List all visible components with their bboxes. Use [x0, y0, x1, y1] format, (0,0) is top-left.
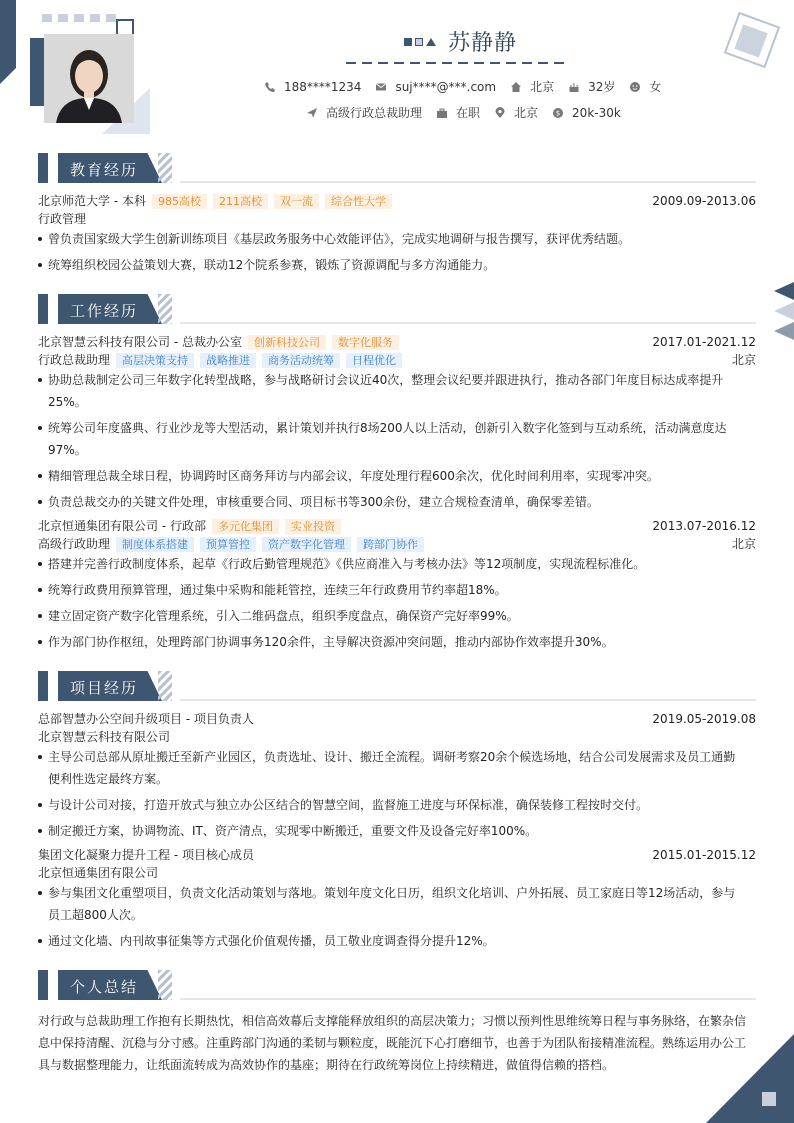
skill-tag: 战略推进 [200, 353, 256, 368]
send-icon [306, 107, 318, 119]
company-name: 北京智慧云科技有限公司 - 总裁办公室 [38, 335, 242, 349]
section-title: 工作经历 [70, 302, 139, 320]
company-tag: 创新科技公司 [248, 335, 326, 350]
contact-info [264, 78, 675, 95]
work-date: 2013.07-2016.12 [652, 519, 756, 533]
email-text: suj****@***.com [395, 79, 497, 94]
work-role-row [38, 352, 756, 368]
company-name: 北京恒通集团有限公司 - 行政部 [38, 519, 206, 533]
list-item: 与设计公司对接，打造开放式与独立办公区结合的智慧空间，监督施工进度与环保标准，确保装修工程按时交付。 [38, 794, 738, 816]
age-text: 32岁 [588, 80, 616, 94]
company-tag: 多元化集团 [212, 519, 279, 534]
svg-text:$: $ [555, 109, 561, 118]
company-tag: 数字化服务 [332, 335, 399, 350]
school-tag: 211高校 [213, 194, 268, 209]
home-icon [510, 81, 522, 93]
school-name: 北京师范大学 - 本科 [38, 194, 146, 208]
project-date: 2019.05-2019.08 [652, 712, 756, 726]
list-item: 搭建并完善行政制度体系，起草《行政后勤管理规范》《供应商准入与考核办法》等12项制度，实现流程标准化。 [38, 553, 738, 575]
project-company: 北京恒通集团有限公司 [38, 866, 159, 880]
list-item: 统筹组织校园公益策划大赛，联动12个院系参赛，锻炼了资源调配与多方沟通能力。 [38, 254, 738, 276]
list-item: 曾负责国家级大学生创新训练项目《基层政务服务中心效能评估》，完成实地调研与报告撰写，获评优秀结题。 [38, 228, 738, 250]
skill-tag: 制度体系搭建 [116, 537, 194, 552]
side-decoration [774, 302, 794, 320]
skill-tag: 跨部门协作 [357, 537, 424, 552]
list-item: 统筹行政费用预算管理，通过集中采购和能耗管控，连续三年行政费用节约率超18%。 [38, 579, 738, 601]
work-header [38, 518, 756, 534]
section-header-work [38, 294, 756, 324]
role-name: 高级行政助理 [38, 537, 111, 551]
city-text: 北京 [514, 106, 539, 120]
section-title: 个人总结 [70, 978, 139, 996]
skill-tag: 日程优化 [346, 353, 402, 368]
mail-icon [375, 81, 387, 93]
education-header [38, 193, 756, 209]
status-text: 在职 [456, 106, 481, 120]
list-item: 通过文化墙、内刊故事征集等方式强化价值观传播，员工敬业度调查得分提升12%。 [38, 930, 738, 952]
education-bullets [38, 228, 738, 280]
education-date: 2009.09-2013.06 [652, 194, 756, 208]
face-icon [629, 81, 641, 93]
list-item: 制定搬迁方案，协调物流、IT、资产清点，实现零中断搬迁，重要文件及设备完好率100%。 [38, 820, 738, 842]
money-icon [552, 107, 564, 119]
section-header-project [38, 671, 756, 701]
name-underline [346, 62, 564, 64]
summary-text: 对行政与总裁助理工作抱有长期热忱，相信高效幕后支撑能释放组织的高层决策力；习惯以预判性思维统筹日程与事务脉络，在繁杂信息中保持清醒、沉稳与分寸感。注重跨部门沟通的柔韧与颗粒度，既能沉下心打磨细节，也善于为团队衔接精准流程。熟练运用办公工具与数据整理能力，让纸面流转成为高效协作的基座；期待在行政统筹岗位上持续精进，做值得信赖的搭档。 [38, 1014, 747, 1072]
project-company-row [38, 865, 756, 881]
section-title: 教育经历 [70, 161, 139, 179]
briefcase-icon [436, 107, 448, 119]
corner-decoration [0, 0, 16, 68]
home-text: 北京 [530, 80, 555, 94]
salary-text: 20k-30k [572, 105, 621, 120]
project-bullets [38, 882, 738, 956]
list-item: 负责总裁交办的关键文件处理，审核重要合同、项目标书等300余份，建立合规检查清单，确保零差错。 [38, 491, 738, 513]
project-date: 2015.01-2015.12 [652, 848, 756, 862]
skill-tag: 预算管控 [200, 537, 256, 552]
name-ornament [404, 38, 436, 46]
cake-icon [568, 81, 580, 93]
section-header-education [38, 153, 756, 183]
list-item: 精细管理总裁全球日程，协调跨时区商务拜访与内部会议，年度处理行程600余次，优化时间利用率，实现零冲突。 [38, 465, 738, 487]
work-bullets [38, 369, 738, 517]
job-intent-info [306, 104, 635, 121]
square-pattern [42, 14, 116, 22]
avatar [44, 34, 134, 123]
skill-tag: 商务活动统筹 [262, 353, 340, 368]
location-icon [494, 107, 506, 119]
phone-item [264, 80, 361, 94]
section-header-summary [38, 970, 756, 1000]
candidate-name: 苏静静 [448, 31, 518, 56]
company-tag: 实业投资 [285, 519, 341, 534]
school-tag: 双一流 [274, 194, 319, 209]
skill-tag: 高层决策支持 [116, 353, 194, 368]
status-item [436, 104, 480, 121]
education-major-row [38, 211, 756, 227]
salary-item [552, 106, 621, 120]
project-company-row [38, 729, 756, 745]
school-tag: 985高校 [152, 194, 207, 209]
list-item: 作为部门协作枢纽，处理跨部门协调事务120余件，主导解决资源冲突问题，推动内部协作效率提升30%。 [38, 631, 738, 653]
section-title: 项目经历 [70, 679, 139, 697]
city-item [494, 104, 538, 121]
age-item [568, 78, 615, 95]
list-item: 参与集团文化重塑项目，负责文化活动策划与落地。策划年度文化日历，组织文化培训、户外拓展、员工家庭日等12场活动，参与员工超800人次。 [38, 882, 738, 926]
work-city: 北京 [731, 353, 756, 367]
major: 行政管理 [38, 212, 87, 226]
project-title: 集团文化凝聚力提升工程 - 项目核心成员 [38, 848, 254, 862]
list-item: 统筹公司年度盛典、行业沙龙等大型活动，累计策划并执行8场200人以上活动，创新引入数字化签到与互动系统，活动满意度达97%。 [38, 417, 738, 461]
project-header [38, 847, 756, 863]
work-date: 2017.01-2021.12 [652, 335, 756, 349]
phone-icon [264, 81, 276, 93]
side-decoration [774, 282, 794, 300]
name-block [404, 26, 517, 57]
work-city: 北京 [731, 537, 756, 551]
corner-decoration [30, 38, 44, 106]
position-item [306, 104, 422, 121]
project-bullets [38, 746, 738, 846]
list-item: 建立固定资产数字化管理系统，引入二维码盘点，组织季度盘点，确保资产完好率99%。 [38, 605, 738, 627]
school-tag: 综合性大学 [325, 194, 392, 209]
work-role-row [38, 536, 756, 552]
work-bullets [38, 553, 738, 657]
gender-item [629, 78, 661, 95]
phone-text: 188****1234 [284, 79, 362, 94]
corner-decoration [762, 1092, 776, 1106]
project-company: 北京智慧云科技有限公司 [38, 730, 171, 744]
list-item: 主导公司总部从原址搬迁至新产业园区，负责选址、设计、搬迁全流程。调研考察20余个候选场地，结合公司发展需求及员工通勤便利性选定最终方案。 [38, 746, 738, 790]
gender-text: 女 [649, 80, 662, 94]
email-item [375, 80, 496, 94]
corner-decoration [0, 68, 16, 84]
list-item: 协助总裁制定公司三年数字化转型战略，参与战略研讨会议近40次，整理会议纪要并跟进执行，推动各部门年度目标达成率提升25%。 [38, 369, 738, 413]
work-header [38, 334, 756, 350]
project-header [38, 711, 756, 727]
skill-tag: 资产数字化管理 [262, 537, 351, 552]
position-text: 高级行政总裁助理 [326, 106, 423, 120]
role-name: 行政总裁助理 [38, 353, 111, 367]
side-decoration [774, 322, 794, 340]
project-title: 总部智慧办公空间升级项目 - 项目负责人 [38, 712, 254, 726]
home-item [510, 78, 554, 95]
